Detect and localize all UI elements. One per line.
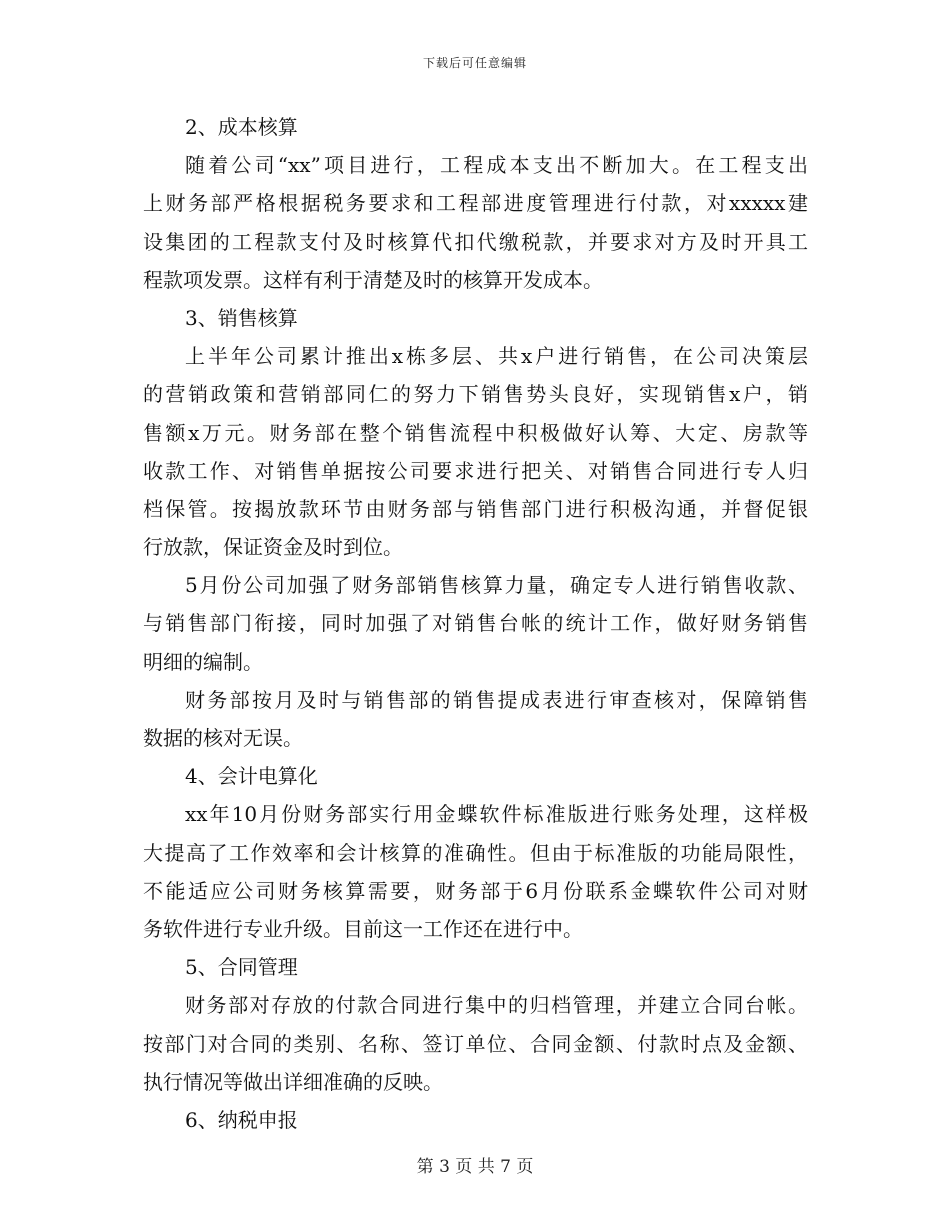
text-line: 执行情况等做出详细准确的反映。 <box>143 1069 443 1094</box>
text-line: 程款项发票。这样有利于清楚及时的核算开发成本。 <box>143 267 603 292</box>
text-line: 务软件进行专业升级。目前这一工作还在进行中。 <box>143 916 583 941</box>
text-line: 2、成本核算 <box>185 115 298 139</box>
text-line: 财务部对存放的付款合同进行集中的归档管理，并建立合同台帐。 <box>185 993 808 1018</box>
text-line: xx年10月份财务部实行用金蝶软件标准版进行账务处理，这样极 <box>185 802 808 827</box>
text-line: 随着公司“xx”项目进行，工程成本支出不断加大。在工程支出 <box>185 153 808 178</box>
text-line: 不能适应公司财务核算需要，财务部于6月份联系金蝶软件公司对财 <box>143 878 808 903</box>
document-body <box>143 108 808 1139</box>
text-line: 收款工作、对销售单据按公司要求进行把关、对销售合同进行专人归 <box>143 458 808 483</box>
text-line: 设集团的工程款支付及时核算代扣代缴税款，并要求对方及时开具工 <box>143 229 808 254</box>
page-number: 第 3 页 共 7 页 <box>416 1157 534 1177</box>
page-header: 下载后可任意编辑 <box>422 56 527 70</box>
text-line: 4、会计电算化 <box>185 764 318 789</box>
text-line: 售额x万元。财务部在整个销售流程中积极做好认筹、大定、房款等 <box>143 420 808 445</box>
text-line: 3、销售核算 <box>185 305 298 330</box>
text-line: 上财务部严格根据税务要求和工程部进度管理进行付款，对xxxxx建 <box>143 191 808 216</box>
text-line: 数据的核对无误。 <box>143 726 303 750</box>
text-line: 与销售部门衔接，同时加强了对销售台帐的统计工作，做好财务销售 <box>143 611 808 636</box>
text-line: 5月份公司加强了财务部销售核算力量，确定专人进行销售收款、 <box>185 573 808 598</box>
text-line: 6、纳税申报 <box>185 1107 298 1132</box>
text-line: 5、合同管理 <box>185 955 298 980</box>
text-line: 大提高了工作效率和会计核算的准确性。但由于标准版的功能局限性， <box>143 840 808 865</box>
text-line: 财务部按月及时与销售部的销售提成表进行审查核对，保障销售 <box>185 687 808 712</box>
text-line: 行放款，保证资金及时到位。 <box>143 535 403 560</box>
text-line: 明细的编制。 <box>143 649 263 674</box>
text-line: 上半年公司累计推出x栋多层、共x户进行销售，在公司决策层 <box>185 344 808 369</box>
text-line: 的营销政策和营销部同仁的努力下销售势头良好，实现销售x户，销 <box>143 382 808 407</box>
text-line: 按部门对合同的类别、名称、签订单位、合同金额、付款时点及金额、 <box>143 1031 808 1056</box>
text-line: 档保管。按揭放款环节由财务部与销售部门进行积极沟通，并督促银 <box>143 496 808 521</box>
